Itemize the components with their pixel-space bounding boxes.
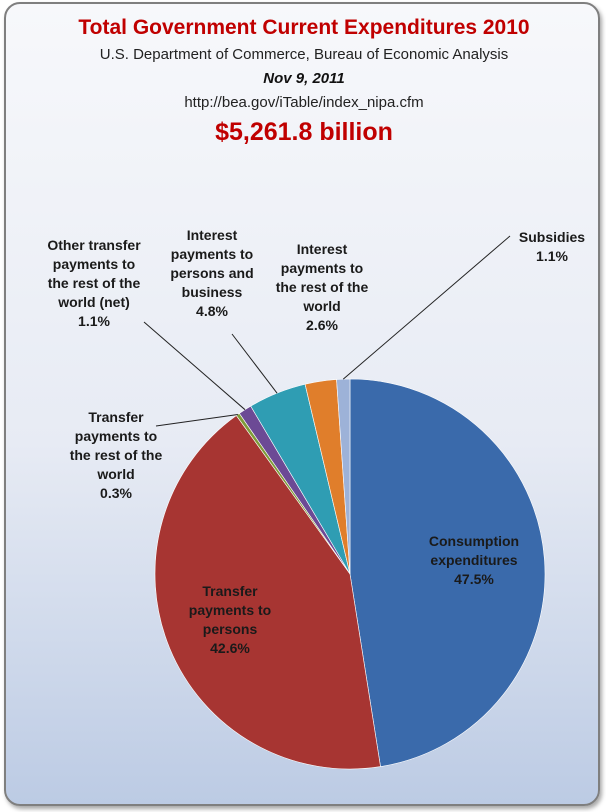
chart-title: Total Government Current Expenditures 2010 bbox=[78, 16, 530, 39]
slice-label: Subsidies 1.1% bbox=[518, 229, 586, 264]
slice-label: Transfer payments to the rest of the world 0.3% bbox=[69, 409, 163, 501]
leader-line bbox=[144, 322, 245, 410]
chart-url: http://bea.gov/iTable/index_nipa.cfm bbox=[184, 94, 424, 111]
leader-line bbox=[232, 334, 277, 393]
slice-label: Interest payments to persons and business 4.8% bbox=[170, 227, 254, 319]
chart-source: U.S. Department of Commerce, Bureau of Economic Analysis bbox=[99, 46, 509, 63]
pie-slice bbox=[350, 379, 545, 767]
slice-label: Transfer payments to persons 42.6% bbox=[188, 583, 272, 656]
leader-line bbox=[343, 236, 510, 379]
pie-chart bbox=[6, 4, 600, 806]
chart-date: Nov 9, 2011 bbox=[263, 70, 345, 87]
slice-label: Other transfer payments to the rest of the world (net) 1.1% bbox=[47, 237, 141, 329]
slice-label: Consumption expenditures 47.5% bbox=[428, 533, 520, 587]
chart-total: $5,261.8 billion bbox=[215, 118, 393, 146]
chart-frame bbox=[4, 2, 600, 806]
slice-label: Interest payments to the rest of the world 2.6% bbox=[275, 241, 369, 333]
